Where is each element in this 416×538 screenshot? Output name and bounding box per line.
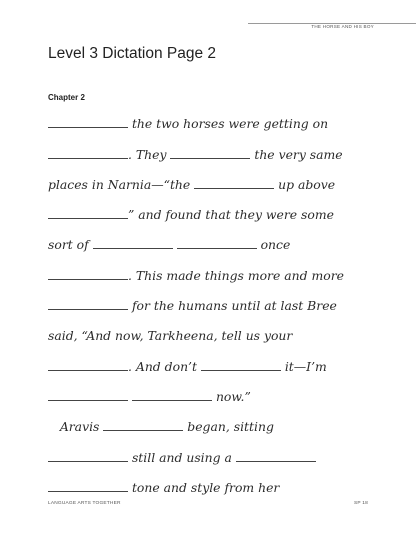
dictation-line	[48, 467, 368, 497]
cursive-text: the very same	[250, 146, 343, 162]
dictation-line	[48, 376, 368, 406]
cursive-text: began, sitting	[183, 419, 274, 435]
fill-in-blank[interactable]	[48, 491, 128, 492]
fill-in-blank[interactable]	[48, 309, 128, 310]
fill-in-blank[interactable]	[93, 248, 173, 249]
fill-in-blank[interactable]	[48, 461, 128, 462]
fill-in-blank[interactable]	[48, 158, 128, 159]
dictation-line	[48, 254, 368, 284]
fill-in-blank[interactable]	[48, 400, 128, 401]
fill-in-blank[interactable]	[177, 248, 257, 249]
cursive-text: Aravis	[48, 419, 104, 435]
book-title-header: THE HORSE AND HIS BOY	[311, 24, 374, 29]
page-title: Level 3 Dictation Page 2	[48, 45, 217, 62]
cursive-text: the two horses were getting on	[128, 116, 329, 132]
cursive-text: . And don’t	[128, 358, 201, 374]
fill-in-blank[interactable]	[201, 370, 281, 371]
fill-in-blank[interactable]	[194, 188, 274, 189]
dictation-line	[48, 224, 368, 254]
cursive-text: places in Narnia—“the	[48, 176, 195, 192]
fill-in-blank[interactable]	[236, 461, 316, 462]
fill-in-blank[interactable]	[170, 158, 250, 159]
dictation-line	[48, 436, 368, 466]
footer-page-number: SP 18	[354, 501, 368, 506]
cursive-text: once	[256, 237, 291, 253]
fill-in-blank[interactable]	[103, 430, 183, 431]
cursive-text: now.”	[212, 388, 251, 404]
fill-in-blank[interactable]	[132, 400, 212, 401]
cursive-text: sort of	[48, 237, 93, 253]
cursive-text: . This made things more and more	[128, 267, 344, 283]
dictation-line	[48, 133, 368, 163]
fill-in-blank[interactable]	[48, 279, 128, 280]
cursive-text: said, “And now, Tarkheena, tell us your	[48, 328, 293, 344]
fill-in-blank[interactable]	[48, 370, 128, 371]
dictation-line	[48, 285, 368, 315]
chapter-heading: Chapter 2	[48, 93, 85, 102]
footer-series-title: LANGUAGE ARTS TOGETHER	[48, 501, 121, 506]
dictation-lines	[48, 103, 368, 497]
dictation-line	[48, 406, 368, 436]
fill-in-blank[interactable]	[48, 218, 128, 219]
dictation-line	[48, 194, 368, 224]
dictation-line	[48, 315, 368, 345]
cursive-text: . They	[128, 146, 171, 162]
dictation-line	[48, 345, 368, 375]
cursive-text: tone and style from her	[128, 479, 280, 495]
cursive-text: for the humans until at last Bree	[128, 298, 337, 314]
cursive-text: it—I’m	[280, 358, 327, 374]
cursive-text: ” and found that they were some	[128, 207, 334, 223]
cursive-text: still and using a	[128, 449, 236, 465]
dictation-line	[48, 103, 368, 133]
cursive-text: up above	[274, 176, 336, 192]
dictation-line	[48, 164, 368, 194]
fill-in-blank[interactable]	[48, 127, 128, 128]
